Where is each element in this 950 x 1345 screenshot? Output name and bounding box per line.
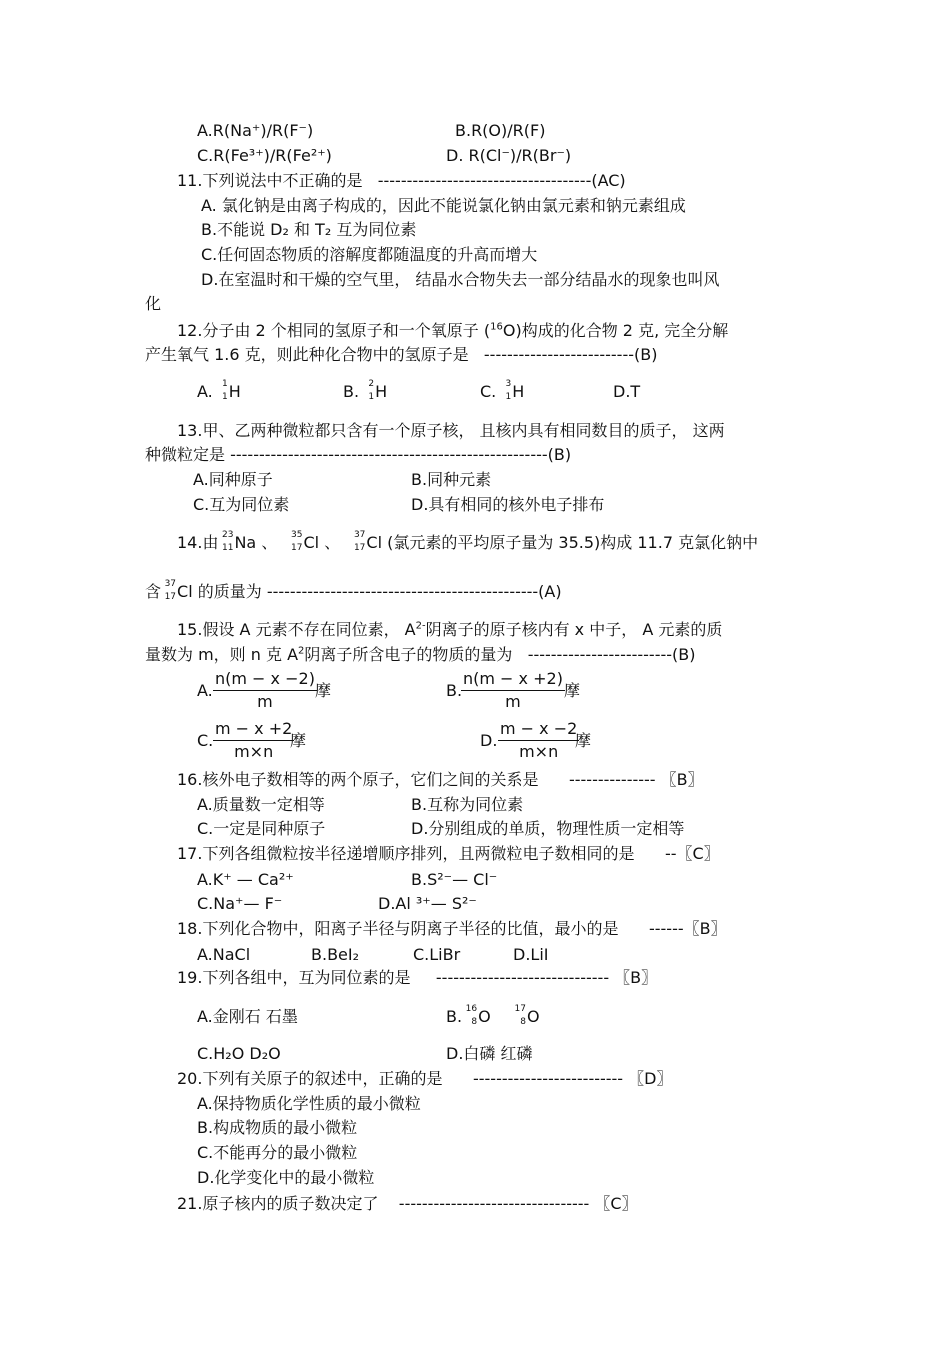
q10-option-a: A.R(Na⁺)/R(F⁻): [197, 121, 314, 140]
q13-answer: -------------------------------------------------------(B): [230, 445, 572, 464]
q15-option-d-label: D.: [480, 731, 498, 750]
q13-option-a: A.同种原子: [193, 470, 273, 489]
q20-option-a: A.保持物质化学性质的最小微粒: [197, 1094, 421, 1113]
q10-option-b: B.R(O)/R(F): [455, 121, 546, 140]
q11-option-a: A. 氯化钠是由离子构成的，因此不能说氯化钠由氯元素和钠元素组成: [201, 196, 686, 215]
q19-answer: ------------------------------ 〖B〗: [435, 968, 658, 987]
q15-option-d-unit: 摩: [575, 731, 592, 750]
q15-stem-2: 量数为 m，则 n 克 $A^2$阴离子所含电子的物质的量为 -------------------------(B): [145, 645, 696, 664]
q18-answer: ------〖B〗: [648, 919, 727, 938]
q20-option-c: C.不能再分的最小微粒: [197, 1143, 358, 1162]
q19-option-d: D.白磷 红磷: [446, 1044, 533, 1063]
q12-o-mass: 16: [490, 321, 503, 333]
q11-option-d: D.在室温时和干燥的空气里， 结晶水合物失去一部分结晶水的现象也叫风: [201, 270, 720, 289]
q15-option-b-label: B.: [446, 681, 463, 700]
q11-answer: -------------------------------------(AC): [377, 171, 626, 190]
q11-option-c: C.任何固态物质的溶解度都随温度的升高而增大: [201, 245, 538, 264]
q16-option-a: A.质量数一定相等: [197, 795, 325, 814]
q18-option-c: C.LiBr: [413, 945, 461, 964]
q17-option-d: D.Al ³⁺— S²⁻: [378, 894, 477, 913]
q18-option-b: B.BeI₂: [311, 945, 360, 964]
q15-answer: -------------------------(B): [527, 645, 696, 664]
q12-option-c: C. 3 1 H: [480, 379, 525, 402]
q17-option-a: A.K⁺ — Ca²⁺: [197, 870, 294, 889]
q12-option-a: A. 1 1 H: [197, 379, 241, 402]
q15-option-a-unit: 摩: [315, 681, 332, 700]
q16-answer: --------------- 〖B〗: [568, 770, 704, 789]
q15-option-c-fraction: $\frac{m - x +2}{m\times n}$: [215, 719, 293, 761]
q12-option-d: D.T: [613, 382, 641, 401]
q19-option-b: B. 16 8 O 17 8 O: [446, 1004, 540, 1027]
q19-stem: 19.下列各组中，互为同位素的是 ------------------------------ 〖B〗: [177, 968, 658, 987]
q10-option-c: C.R(Fe³⁺)/R(Fe²⁺): [197, 146, 332, 165]
q16-option-b: B.互称为同位素: [411, 795, 524, 814]
q17-option-b: B.S²⁻— Cl⁻: [411, 870, 498, 889]
q16-stem: 16.核外电子数相等的两个原子，它们之间的关系是 --------------- 〖B〗: [177, 770, 704, 789]
q10-option-d: D. R(Cl⁻)/R(Br⁻): [446, 146, 572, 165]
q14-answer: -----------------------------------------------(A): [266, 582, 562, 601]
q15-option-c-label: C.: [197, 731, 214, 750]
q12-option-b: B. 2 1 H: [343, 379, 388, 402]
q20-answer: -------------------------- 〖D〗: [472, 1069, 673, 1088]
q15-option-a-label: A.: [197, 681, 213, 700]
q17-option-c: C.Na⁺— F⁻: [197, 894, 283, 913]
q19-option-c: C.H₂O D₂O: [197, 1044, 281, 1063]
q15-option-a-fraction: $\frac{n(m - x -2)}{m}$: [215, 669, 315, 711]
q19-option-a: A.金刚石 石墨: [197, 1007, 298, 1026]
q11-stem: 11.下列说法中不正确的是 -------------------------------------(AC): [177, 171, 626, 190]
q15-option-b-fraction: $\frac{n(m - x +2)}{m}$: [463, 669, 563, 711]
q13-stem-2: 种微粒定是 -------------------------------------------------------(B): [145, 445, 572, 464]
q20-option-b: B.构成物质的最小微粒: [197, 1118, 358, 1137]
q18-option-a: A.NaCl: [197, 945, 251, 964]
q20-stem: 20.下列有关原子的叙述中，正确的是 -------------------------- 〖D〗: [177, 1069, 673, 1088]
q13-stem: 13.甲、乙两种微粒都只含有一个原子核， 且核内具有相同数目的质子， 这两: [177, 421, 725, 440]
q17-stem: 17.下列各组微粒按半径递增顺序排列，且两微粒电子数相同的是 --〖C〗: [177, 844, 720, 863]
q14-stem-2: 含 37 17 Cl 的质量为 -----------------------------------------------(A): [145, 579, 562, 602]
q12-answer: --------------------------(B): [483, 345, 658, 364]
q17-answer: --〖C〗: [664, 844, 720, 863]
q16-option-c: C.一定是同种原子: [197, 819, 326, 838]
q15-option-b-unit: 摩: [564, 681, 581, 700]
q18-option-d: D.LiI: [513, 945, 549, 964]
q16-option-d: D.分别组成的单质，物理性质一定相等: [411, 819, 685, 838]
q20-option-d: D.化学变化中的最小微粒: [197, 1168, 375, 1187]
q15-stem: 15.假设 A 元素不存在同位素， $A^{2-}$阴离子的原子核内有 x 中子， A 元素的质: [177, 620, 723, 639]
q15-option-d-fraction: $\frac{m - x -2}{m\times n}$: [500, 719, 578, 761]
q18-stem: 18.下列化合物中，阳离子半径与阴离子半径的比值，最小的是 ------〖B〗: [177, 919, 727, 938]
q15-option-c-unit: 摩: [290, 731, 307, 750]
q21-answer: --------------------------------- 〖C〗: [398, 1194, 638, 1213]
q14-stem: 14.由 23 11 Na 、 35 17 Cl 、 37 17 Cl (氯元素的平均原子量为 35.5)构成 11.7 克氯化钠中: [177, 530, 759, 553]
q13-option-d: D.具有相同的核外电子排布: [411, 495, 605, 514]
q12-stem: 12.分子由 2 个相同的氢原子和一个氧原子 ($^{16}$O)构成的化合物 2 克, 完全分解: [177, 321, 729, 340]
q12-stem-2: 产生氧气 1.6 克，则此种化合物中的氢原子是 --------------------------(B): [145, 345, 658, 364]
q13-option-c: C.互为同位素: [193, 495, 290, 514]
q13-option-b: B.同种元素: [411, 470, 492, 489]
q21-stem: 21.原子核内的质子数决定了 --------------------------------- 〖C〗: [177, 1194, 638, 1213]
q11-option-b: B.不能说 D₂ 和 T₂ 互为同位素: [201, 220, 417, 239]
q11-option-d-cont: 化: [145, 294, 162, 313]
